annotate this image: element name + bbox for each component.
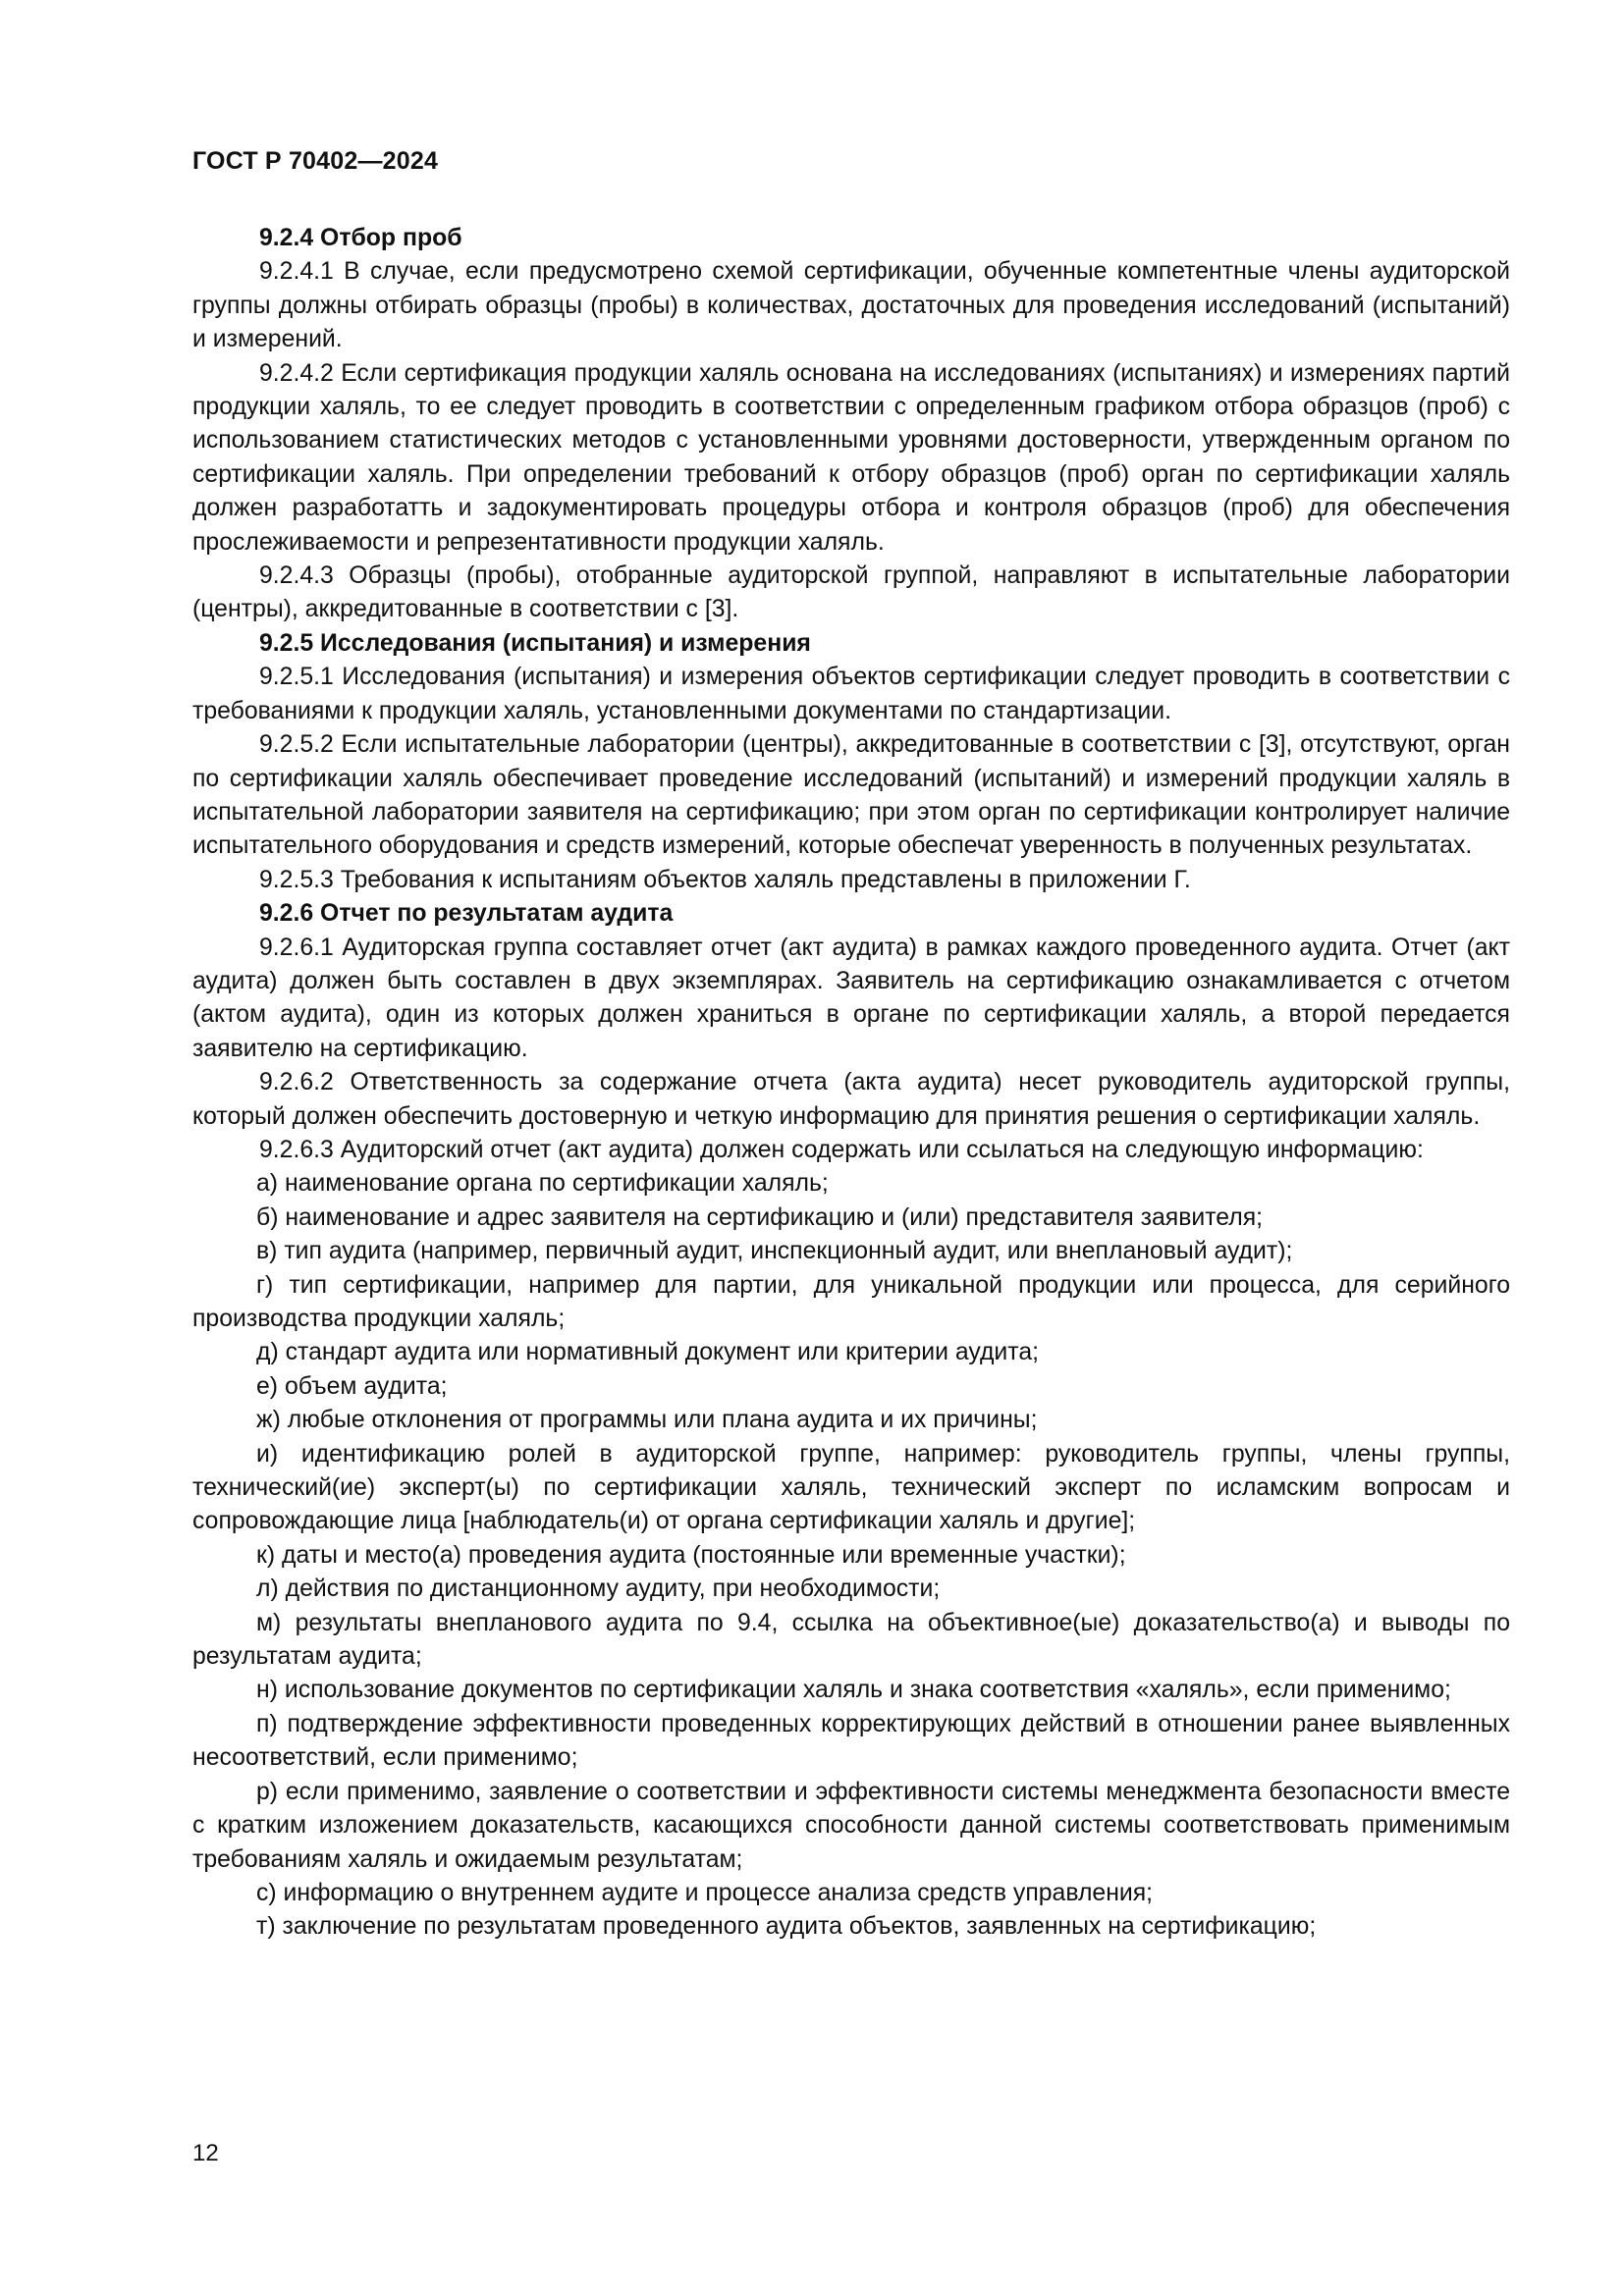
list-item: и) идентификацию ролей в аудиторской группе, например: руководитель группы, члены группы, технический(ие) эксперт(ы) по сертификации халяль, технический эксперт по исламским вопросам и сопровождающие лица [наблюдатель(и) от органа сертификации халяль и другие]; <box>192 1440 1510 1535</box>
document-id-header: ГОСТ Р 70402—2024 <box>192 147 439 175</box>
list-item: е) объем аудита; <box>256 1372 448 1400</box>
section-heading: 9.2.6 Отчет по результатам аудита <box>259 900 674 928</box>
list-item: ж) любые отклонения от программы или плана аудита и их причины; <box>256 1407 1038 1434</box>
section-heading: 9.2.4 Отбор проб <box>259 225 462 251</box>
list-item: с) информацию о внутреннем аудите и процессе анализа средств управления; <box>256 1879 1154 1906</box>
list-item: в) тип аудита (например, первичный аудит, инспекционный аудит, или внеплановый аудит); <box>256 1238 1293 1265</box>
list-item: б) наименование и адрес заявителя на сертификацию и (или) представителя заявителя; <box>256 1203 1264 1231</box>
list-item: л) действия по дистанционному аудиту, при необходимости; <box>256 1575 941 1603</box>
list-item: а) наименование органа по сертификации халяль; <box>256 1170 829 1198</box>
document-body <box>192 222 1510 1945</box>
paragraph: 9.2.5.1 Исследования (испытания) и измерения объектов сертификации следует проводить в соответствии с требованиями к продукции халяль, установленными документами по стандартизации. <box>192 664 1510 724</box>
list-item: д) стандарт аудита или нормативный документ или критерии аудита; <box>256 1339 1040 1366</box>
list-item: т) заключение по результатам проведенного аудита объектов, заявленных на сертификацию; <box>256 1913 1317 1941</box>
paragraph: 9.2.6.2 Ответственность за содержание отчета (акта аудита) несет руководитель аудиторской группы, который должен обеспечить достоверную и четкую информацию для принятия решения о сертификации халяль. <box>192 1069 1510 1130</box>
paragraph: 9.2.5.3 Требования к испытаниям объектов халяль представлены в приложении Г. <box>259 866 1191 893</box>
list-item: н) использование документов по сертификации халяль и знака соответствия «халяль», если применимо; <box>256 1677 1451 1704</box>
paragraph: 9.2.5.2 Если испытательные лаборатории (центры), аккредитованные в соответствии с [3], отсутствуют, орган по сертификации халяль обеспечивает проведение исследований (испытаний) и измерений продукции халяль в испытательной лаборатории заявителя на сертификацию; при этом орган по сертификации контролирует наличие испытательного оборудования и средств измерений, которые обеспечат уверенность в полученных результатах. <box>192 731 1510 860</box>
paragraph: 9.2.4.2 Если сертификация продукции халяль основана на исследованиях (испытаниях) и измерениях партий продукции халяль, то ее следует проводить в соответствии с определенным графиком отбора образцов (проб) с использованием статистических методов с установленными уровнями достоверности, утвержденным органом по сертификации халяль. При определении требований к отбору образцов (проб) орган по сертификации халяль должен разработатть и задокументировать процедуры отбора и контроля образцов (проб) для обеспечения прослеживаемости и репрезентативности продукции халяль. <box>192 359 1510 556</box>
paragraph: 9.2.6.1 Аудиторская группа составляет отчет (акт аудита) в рамках каждого проведенного аудита. Отчет (акт аудита) должен быть составлен в двух экземплярах. Заявитель на сертификацию ознакамливается с отчетом (актом аудита), один из которых должен храниться в органе по сертификации халяль, а второй передается заявителю на сертификацию. <box>192 934 1510 1062</box>
list-item: п) подтверждение эффективности проведенных корректирующих действий в отношении ранее выявленных несоответствий, если применимо; <box>192 1710 1510 1772</box>
list-item: р) если применимо, заявление о соответствии и эффективности системы менеджмента безопасности вместе с кратким изложением доказательств, касающихся способности данной системы соответствовать применимым требованиям халяль и ожидаемым результатам; <box>192 1778 1510 1873</box>
paragraph: 9.2.4.3 Образцы (пробы), отобранные аудиторской группой, направляют в испытательные лаборатории (центры), аккредитованные в соответствии с [3]. <box>192 562 1510 623</box>
list-item: м) результаты внепланового аудита по 9.4, ссылка на объективное(ые) доказательство(а) и выводы по результатам аудита; <box>192 1609 1510 1671</box>
section-heading: 9.2.5 Исследования (испытания) и измерения <box>259 629 811 657</box>
list-item: г) тип сертификации, например для партии, для уникальной продукции или процесса, для серийного производства продукции халяль; <box>192 1271 1510 1332</box>
page-number: 12 <box>192 2140 219 2166</box>
paragraph: 9.2.4.1 В случае, если предусмотрено схемой сертификации, обученные компетентные члены аудиторской группы должны отбирать образцы (пробы) в количествах, достаточных для проведения исследований (испытаний) и измерений. <box>192 258 1510 353</box>
paragraph: 9.2.6.3 Аудиторский отчет (акт аудита) должен содержать или ссылаться на следующую информацию: <box>259 1136 1424 1163</box>
list-item: к) даты и место(а) проведения аудита (постоянные или временные участки); <box>256 1541 1126 1569</box>
